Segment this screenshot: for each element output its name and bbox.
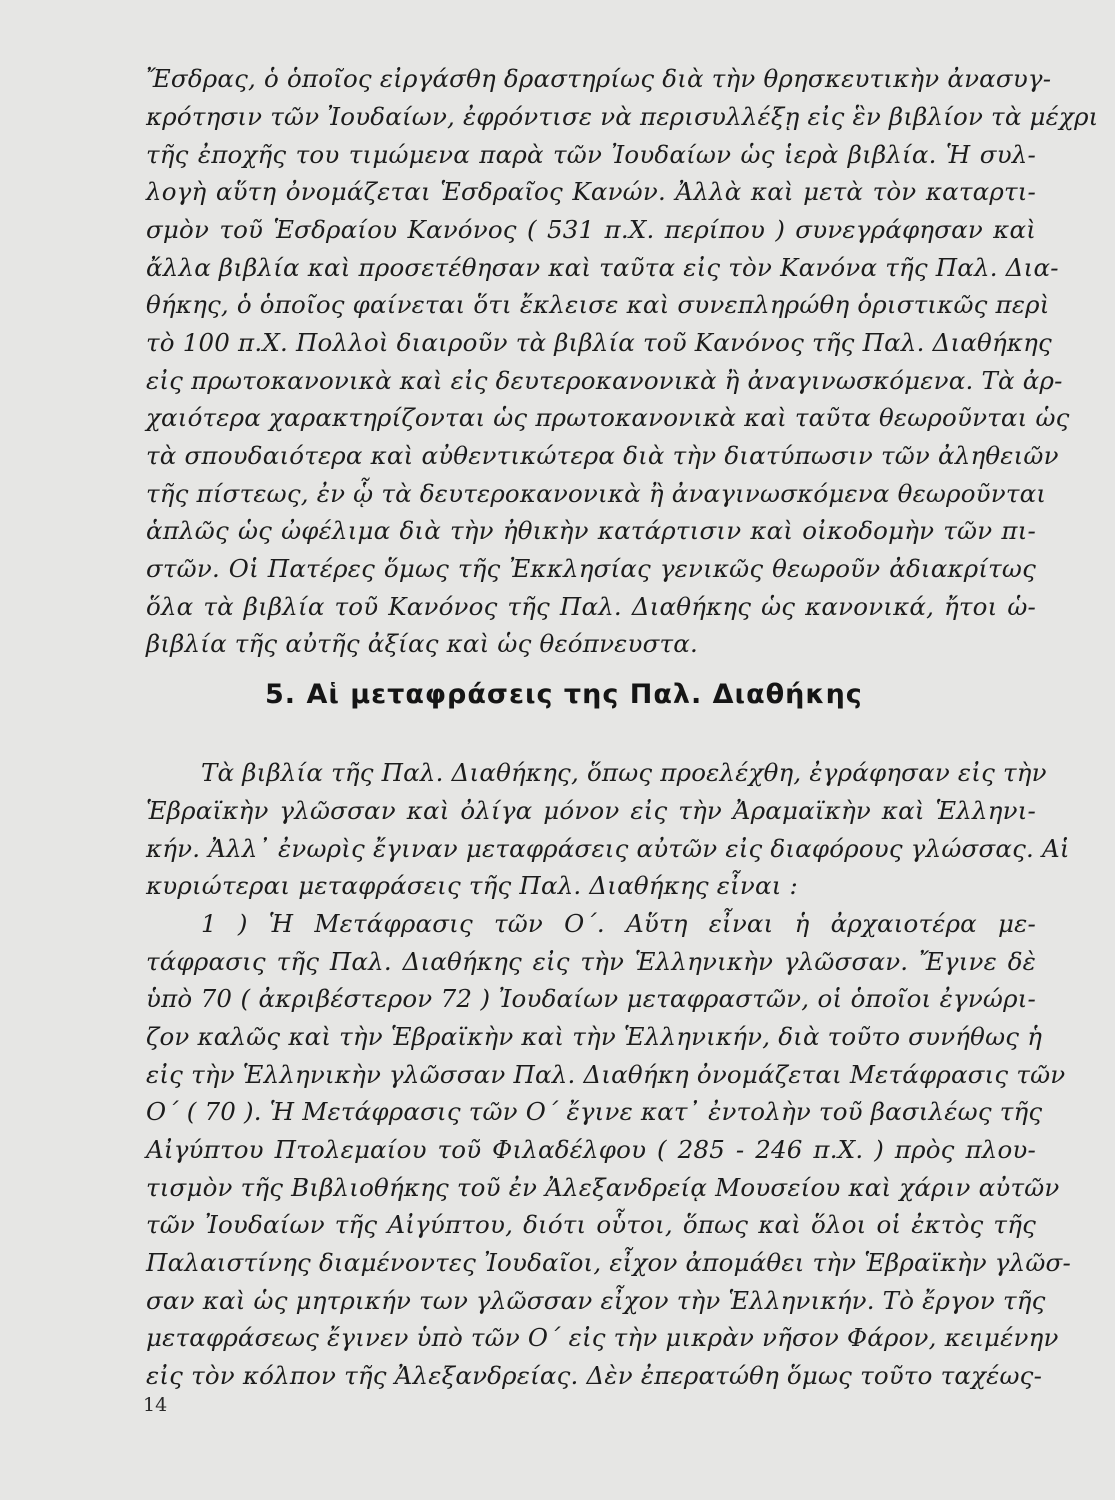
text-line: Ἔσδρας, ὁ ὁποῖος εἰργάσθη δραστηρίως διὰ τὴν θρησκευτικὴν ἀνασυγ- [146,64,1052,93]
text-line: τῆς ἐποχῆς του τιμώμενα παρὰ τῶν Ἰουδαίων ὡς ἱερὰ βιβλία. Ἡ συλ- [146,140,1036,169]
text-line: ὅλα τὰ βιβλία τοῦ Κανόνος τῆς Παλ. Διαθήκης ὡς κανονικά, ἤτοι ὡ- [146,592,1036,621]
text-line: τισμὸν τῆς Βιβλιοθήκης τοῦ ἐν Ἀλεξανδρείᾳ Μουσείου καὶ χάριν αὐτῶν [146,1173,1060,1202]
text-line: ὑπὸ 70 ( ἀκριβέστερον 72 ) Ἰουδαίων μεταφραστῶν, οἱ ὁποῖοι ἐγνώρι- [146,984,1036,1013]
text-line: χαιότερα χαρακτηρίζονται ὡς πρωτοκανονικὰ καὶ ταῦτα θεωροῦνται ὡς [146,403,1070,432]
text-line: θήκης, ὁ ὁποῖος φαίνεται ὅτι ἔκλεισε καὶ συνεπληρώθη ὁριστικῶς περὶ [146,290,1050,319]
text-line: τῆς πίστεως, ἐν ᾧ τὰ δευτεροκανονικὰ ἢ ἀναγινωσκόμενα θεωροῦνται [146,479,1047,508]
text-line: σαν καὶ ὡς μητρικήν των γλῶσσαν εἶχον τὴν Ἑλληνικήν. Τὸ ἔργον τῆς [146,1286,1046,1315]
page-number: 14 [143,1394,168,1416]
text-line: ζον καλῶς καὶ τὴν Ἑβραϊκὴν καὶ τὴν Ἑλληνικήν, διὰ τοῦτο συνήθως ἡ [146,1022,1043,1051]
text-line: σμὸν τοῦ Ἑσδραίου Κανόνος ( 531 π.Χ. περίπου ) συνεγράφησαν καὶ [146,215,1036,244]
text-line: εἰς τὸν κόλπον τῆς Ἀλεξανδρείας. Δὲν ἐπερατώθη ὅμως τοῦτο ταχέως- [146,1361,1043,1390]
text-line: 1 ) Ἡ Μετάφρασις τῶν Ο΄. Αὕτη εἶναι ἡ ἀρχαιοτέρα με- [201,909,1036,938]
text-line: στῶν. Οἱ Πατέρες ὅμως τῆς Ἐκκλησίας γενικῶς θεωροῦν ἀδιακρίτως [146,554,1036,583]
text-line: κυριώτεραι μεταφράσεις τῆς Παλ. Διαθήκης εἶναι : [146,871,798,900]
text-line: μεταφράσεως ἔγινεν ὑπὸ τῶν Ο΄ εἰς τὴν μικρὰν νῆσον Φάρον, κειμένην [146,1323,1059,1352]
text-line: Αἰγύπτου Πτολεμαίου τοῦ Φιλαδέλφου ( 285 - 246 π.Χ. ) πρὸς πλου- [146,1135,1036,1164]
text-line: Ο΄ ( 70 ). Ἡ Μετάφρασις τῶν Ο΄ ἔγινε κατ᾽ ἐντολὴν τοῦ βασιλέως τῆς [146,1097,1043,1126]
text-line: ἄλλα βιβλία καὶ προσετέθησαν καὶ ταῦτα εἰς τὸν Κανόνα τῆς Παλ. Δια- [146,253,1059,282]
text-line: εἰς τὴν Ἑλληνικὴν γλῶσσαν Παλ. Διαθήκη ὀνομάζεται Μετάφρασις τῶν [146,1060,1066,1089]
text-line: κρότησιν τῶν Ἰουδαίων, ἐφρόντισε νὰ περισυλλέξῃ εἰς ἓν βιβλίον τὰ μέχρι [146,102,1099,131]
text-line: Παλαιστίνης διαμένοντες Ἰουδαῖοι, εἶχον ἀπομάθει τὴν Ἑβραϊκὴν γλῶσ- [146,1248,1071,1277]
section-heading: 5. Αἱ μεταφράσεις της Παλ. Διαθήκης [265,679,863,710]
text-line: Τὰ βιβλία τῆς Παλ. Διαθήκης, ὅπως προελέχθη, ἐγράφησαν εἰς τὴν [201,758,1047,787]
text-line: τῶν Ἰουδαίων τῆς Αἰγύπτου, διότι οὗτοι, ὅπως καὶ ὅλοι οἱ ἐκτὸς τῆς [146,1210,1036,1239]
text-line: εἰς πρωτοκανονικὰ καὶ εἰς δευτεροκανονικὰ ἢ ἀναγινωσκόμενα. Τὰ ἀρ- [146,366,1063,395]
text-line: Ἑβραϊκὴν γλῶσσαν καὶ ὀλίγα μόνον εἰς τὴν Ἀραμαϊκὴν καὶ Ἑλληνι- [146,796,1036,825]
text-line: κήν. Ἀλλ᾽ ἐνωρὶς ἔγιναν μεταφράσεις αὐτῶν εἰς διαφόρους γλώσσας. Αἱ [146,834,1070,863]
text-line: ἁπλῶς ὡς ὠφέλιμα διὰ τὴν ἠθικὴν κατάρτισιν καὶ οἰκοδομὴν τῶν πι- [146,516,1036,545]
text-line: τὸ 100 π.Χ. Πολλοὶ διαιροῦν τὰ βιβλία τοῦ Κανόνος τῆς Παλ. Διαθήκης [146,328,1052,357]
text-line: τὰ σπουδαιότερα καὶ αὐθεντικώτερα διὰ τὴν διατύπωσιν τῶν ἀληθειῶν [146,441,1059,470]
text-line: βιβλία τῆς αὐτῆς ἀξίας καὶ ὡς θεόπνευστα. [146,629,699,658]
text-line: τάφρασις τῆς Παλ. Διαθήκης εἰς τὴν Ἑλληνικὴν γλῶσσαν. Ἔγινε δὲ [146,947,1036,976]
text-line: λογὴ αὕτη ὀνομάζεται Ἑσδραῖος Κανών. Ἀλλὰ καὶ μετὰ τὸν καταρτι- [146,177,1036,206]
